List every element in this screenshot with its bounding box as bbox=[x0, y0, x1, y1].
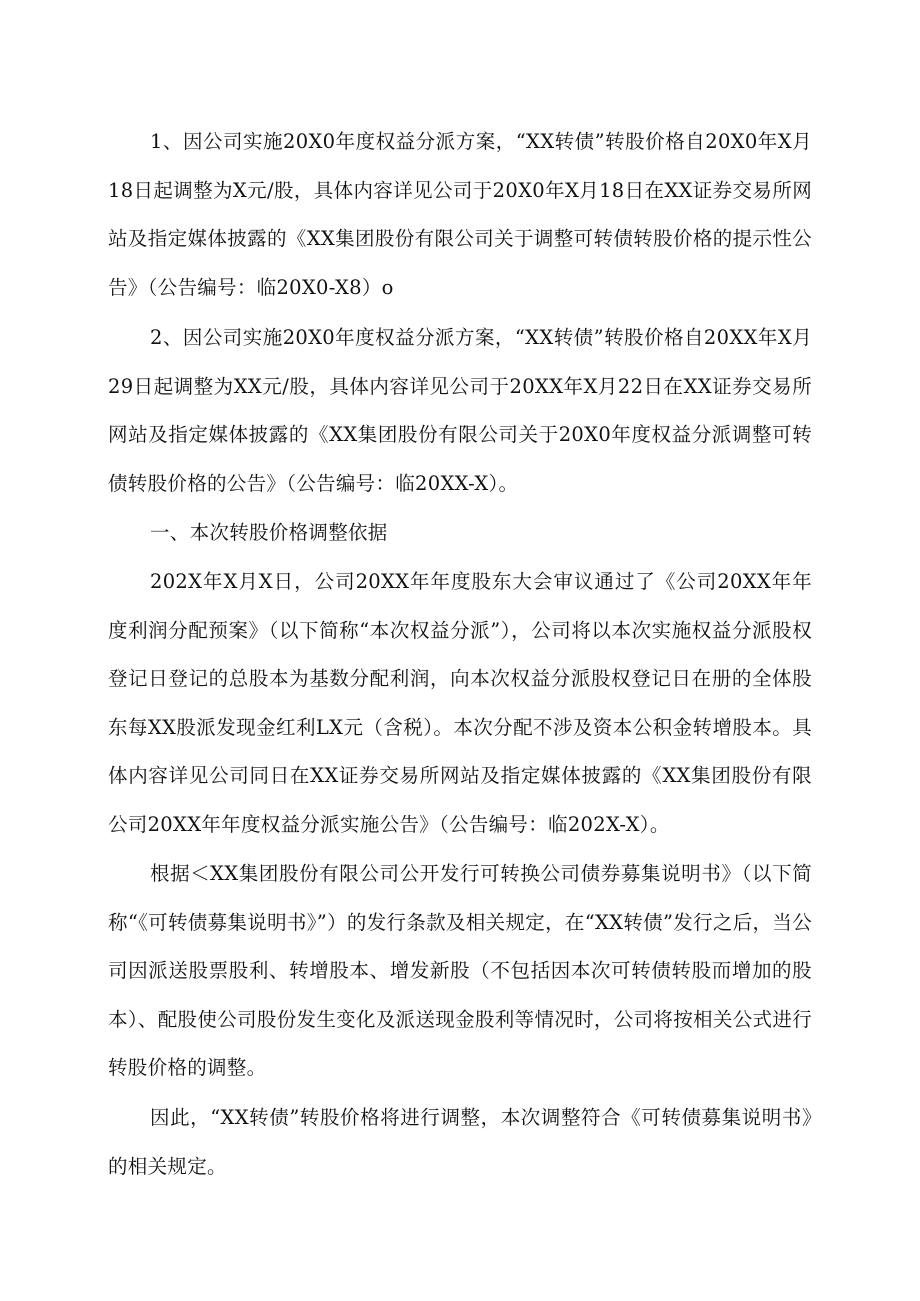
paragraph-adjustment-1: 1、因公司实施20X0年度权益分派方案，“XX转债”转股价格自20X0年X月18日起调整为X元/股，具体内容详见公司于20X0年X月18日在XX证券交易所网站及指定媒体披露的《XX集团股份有限公司关于调整可转债转股价格的提示性公告》（公告编号：临20X0-X8）o bbox=[108, 130, 812, 299]
paragraph-prospectus-terms: 根据＜XX集团股份有限公司公开发行可转换公司债券募集说明书》（以下简称“《可转债募集说明书》”）的发行条款及相关规定，在“XX转债”发行之后，当公司因派送股票股利、转增股本、增发新股（不包括因本次可转债转股而增加的股本）、配股使公司股份发生变化及派送现金股利等情况时，公司将按相关公式进行转股价格的调整。 bbox=[108, 862, 812, 1079]
paragraph-adjustment-2: 2、因公司实施20X0年度权益分派方案，“XX转债”转股价格自20XX年X月29日起调整为XX元/股，具体内容详见公司于20XX年X月22日在XX证券交易所网站及指定媒体披露的《XX集团股份有限公司关于20X0年度权益分派调整可转债转股价格的公告》（公告编号：临20XX-X）。 bbox=[108, 326, 812, 495]
paragraph-conclusion: 因此，“XX转债”转股价格将进行调整，本次调整符合《可转债募集说明书》的相关规定。 bbox=[108, 1106, 812, 1178]
section-heading: 一、本次转股价格调整依据 bbox=[150, 521, 388, 544]
paragraph-adjustment-basis: 202X年X月X日，公司20XX年年度股东大会审议通过了《公司20XX年年度利润分配预案》（以下简称“本次权益分派”），公司将以本次实施权益分派股权登记日登记的总股本为基数分配利润，向本次权益分派股权登记日在册的全体股东每XX股派发现金红利LX元（含税）。本次分配不涉及资本公积金转增股本。具体内容详见公司同日在XX证券交易所网站及指定媒体披露的《XX集团股份有限公司20XX年年度权益分派实施公告》（公告编号：临202X-X）。 bbox=[108, 570, 812, 836]
